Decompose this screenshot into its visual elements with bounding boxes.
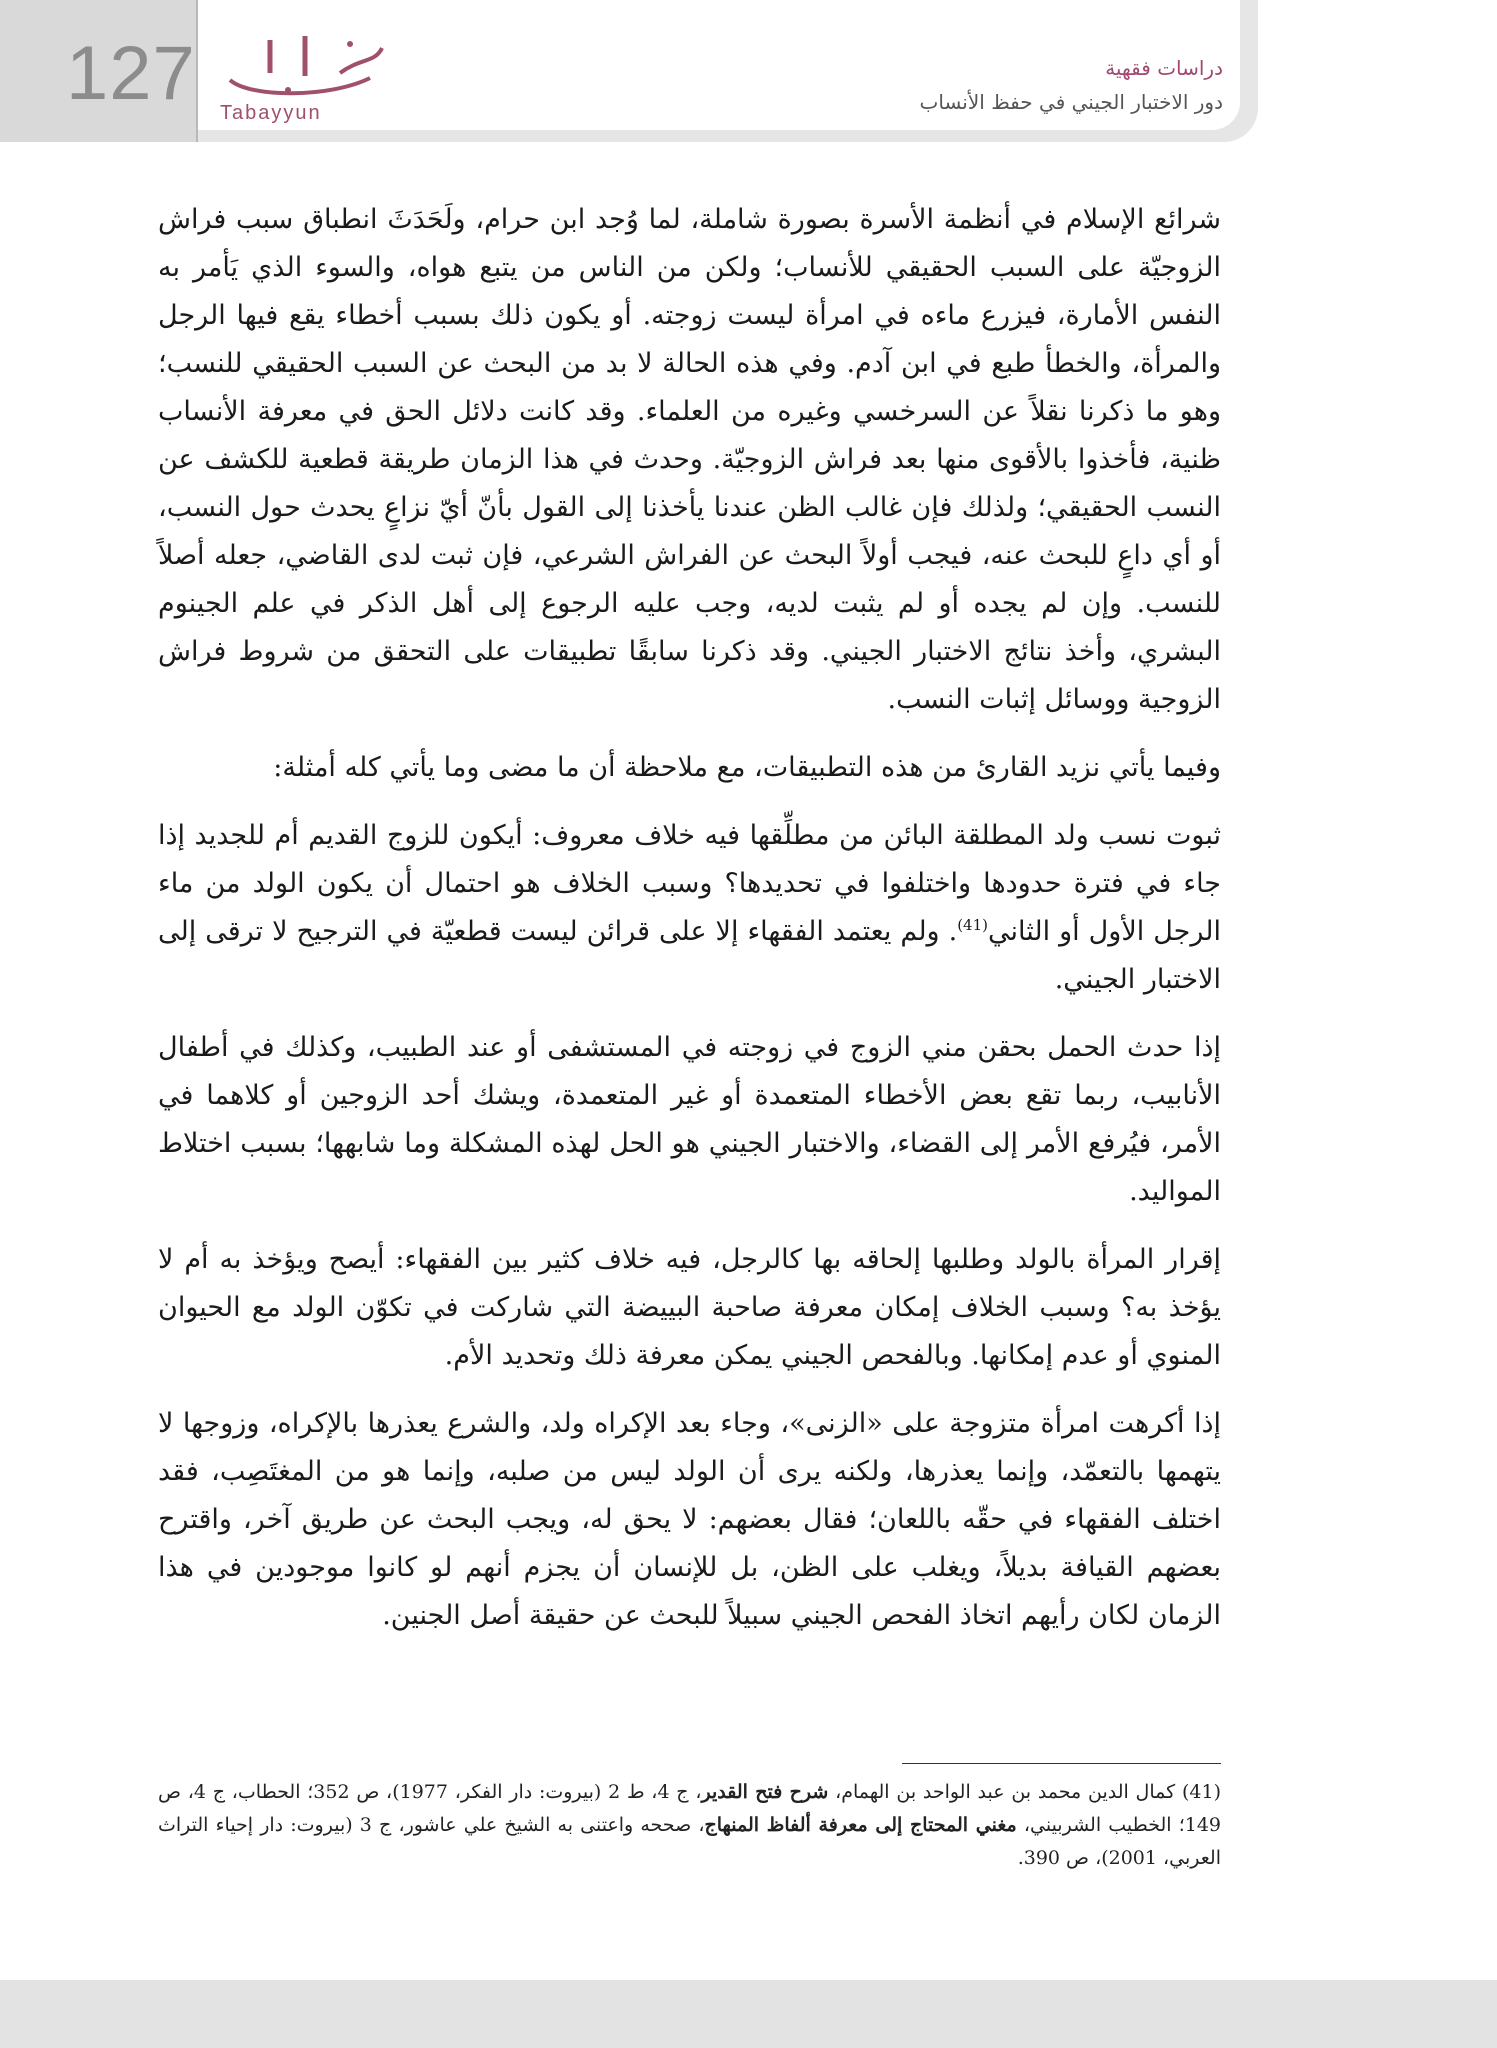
paragraph: إقرار المرأة بالولد وطلبها إلحاقه بها كالرجل، فيه خلاف كثير بين الفقهاء: أيصح ويؤخذ به أم لا يؤخذ به؟ وسبب الخلاف إمكان معرفة صاحبة البييضة التي شاركت في تكوّن الولد مع الحيوان المنوي أو عدم إمكانها. وبالفحص الجيني يمكن معرفة ذلك وتحديد الأم. [158,1244,1221,1371]
footnote-book-title: مغني المحتاج إلى معرفة ألفاظ المنهاج [704,1814,1017,1836]
journal-logo [210,28,400,132]
footnote-divider [902,1763,1221,1764]
paragraph-with-footnote [158,812,1221,1004]
page-number-box [0,0,196,142]
paragraph: شرائع الإسلام في أنظمة الأسرة بصورة شاملة، لما وُجد ابن حرام، ولَحَدَثَ انطباق سبب فراش الزوجيّة على السبب الحقيقي للأنساب؛ ولكن من الناس من يتبع هواه، والسوء الذي يَأمر به النفس الأمارة، فيزرع ماءه في امرأة ليست زوجته. أو يكون ذلك بسبب أخطاء يقع فيها الرجل والمرأة، والخطأ طبع في ابن آدم. وفي هذه الحالة لا بد من البحث عن السبب الحقيقي للنسب؛ وهو ما ذكرنا نقلاً عن السرخسي وغيره من العلماء. وقد كانت دلائل الحق في معرفة الأنساب ظنية، فأخذوا بالأقوى منها بعد فراش الزوجيّة. وحدث في هذا الزمان طريقة قطعية للكشف عن النسب الحقيقي؛ ولذلك فإن غالب الظن عندنا يأخذنا إلى القول بأنّ أيّ نزاعٍ يحدث حول النسب، أو أي داعٍ للبحث عنه، فيجب أولاً البحث عن الفراش الشرعي، فإن ثبت لدى القاضي، جعله أصلاً للنسب. وإن لم يجده أو لم يثبت لديه، وجب عليه الرجوع إلى أهل الذكر في علم الجينوم البشري، وأخذ نتائج الاختبار الجيني. وقد ذكرنا سابقًا تطبيقات على التحقق من شروط فراش الزوجية ووسائل إثبات النسب. [158,204,1221,715]
paragraph: إذا أكرهت امرأة متزوجة على «الزنى»، وجاء بعد الإكراه ولد، والشرع يعذرها بالإكراه، وزوجها لا يتهمها بالتعمّد، وإنما يعذرها، ولكنه يرى أن الولد ليس من صلبه، وإنما هو من المغتَصِب، فقد اختلف الفقهاء في حقّه باللعان؛ فقال بعضهم: لا يحق له، ويجب البحث عن طريق آخر، واقترح بعضهم القيافة بديلاً، ويغلب على الظن، بل للإنسان أن يجزم أنهم لو كانوا موجودين في هذا الزمان لكان رأيهم اتخاذ الفحص الجيني سبيلاً للبحث عن حقيقة أصل الجنين. [158,1408,1221,1631]
footnote [158,1776,1221,1875]
footnote-text: ، صححه واعتنى به الشيخ علي عاشور، ج 3 (بيروت: دار إحياء التراث العربي، 2001)، ص 390. [158,1814,1221,1869]
main-text [158,196,1221,1660]
footnote-text: كمال الدين محمد بن عبد الواحد بن الهمام، [828,1781,1182,1803]
footer-band [0,1980,1497,2048]
header-divider [196,0,198,142]
logo-calligraphy-icon [210,28,400,108]
paragraph: إذا حدث الحمل بحقن مني الزوج في زوجته في المستشفى أو عند الطبيب، وكذلك في أطفال الأنابيب، ربما تقع بعض الأخطاء المتعمدة أو غير المتعمدة، ويشك أحد الزوجين أو كلاهما في الأمر، فيُرفع الأمر إلى القضاء، والاختبار الجيني هو الحل لهذه المشكلة وما شابهها؛ بسبب اختلاط المواليد. [158,1032,1221,1207]
article-title: دور الاختبار الجيني في حفظ الأنساب [919,90,1223,114]
footnote-number: (41) [1181,1781,1221,1803]
paragraph-text: ثبوت نسب ولد المطلقة البائن من مطلِّقها فيه خلاف معروف: أيكون للزوج القديم أم للجديد إذا جاء في فترة حدودها واختلفوا في تحديدها؟ وسبب الخلاف هو احتمال أن يكون الولد من ماء الرجل الأول أو الثاني [158,820,1221,947]
footnote-reference[interactable]: (41) [957,916,988,934]
paragraph-text: . ولم يعتمد الفقهاء إلا على قرائن ليست قطعيّة في الترجيح لا ترقى إلى الاختبار الجيني. [158,916,1221,995]
logo-latin-text: Tabayyun [220,102,322,124]
footnote-text: ، ج 4، ط 2 (بيروت: دار الفكر، 1977)، ص 352؛ الحطاب، ج 4، ص 149؛ الخطيب الشربيني، [158,1781,1221,1836]
section-title: دراسات فقهية [1105,56,1223,80]
paragraph: وفيما يأتي نزيد القارئ من هذه التطبيقات، مع ملاحظة أن ما مضى وما يأتي كله أمثلة: [273,752,1221,783]
page-number: 127 [66,31,196,116]
footnote-book-title: شرح فتح القدير [701,1781,829,1803]
